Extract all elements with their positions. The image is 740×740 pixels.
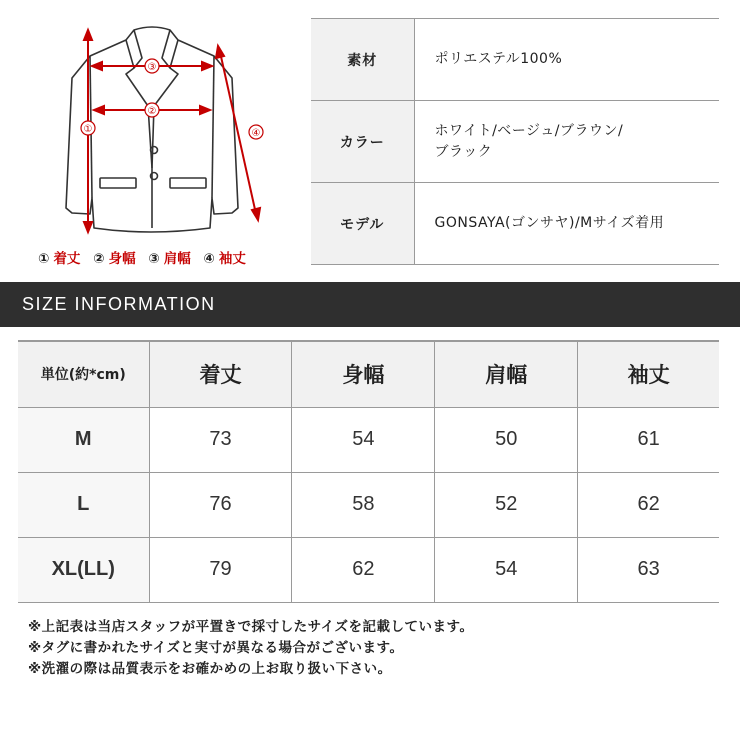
header-sleeve: 袖丈 (578, 341, 719, 407)
size-value: 62 (292, 537, 435, 602)
spec-value: ポリエステル100% (414, 19, 719, 101)
spec-row-color (311, 101, 719, 183)
spec-value: GONSAYA(ゴンサヤ)/Mサイズ着用 (414, 183, 719, 265)
size-value: 54 (435, 537, 578, 602)
marker-sleeve: ④ (251, 128, 261, 139)
spec-label: モデル (311, 183, 414, 265)
marker-length: ① (83, 124, 93, 135)
size-table (18, 340, 719, 603)
size-value: 54 (292, 407, 435, 472)
marker-chest: ② (147, 106, 157, 117)
header-shoulder: 肩幅 (435, 341, 578, 407)
header-unit: 単位(約*cm) (18, 341, 149, 407)
spec-value-line: ブラック (434, 143, 493, 160)
size-value: 76 (149, 472, 292, 537)
size-value: 63 (578, 537, 719, 602)
spec-row-model (311, 183, 719, 265)
jacket-diagram (30, 18, 290, 253)
size-table-header (18, 341, 719, 407)
size-value: 61 (578, 407, 719, 472)
size-name: M (18, 407, 149, 472)
table-row (18, 537, 719, 602)
size-value: 50 (435, 407, 578, 472)
size-value: 52 (435, 472, 578, 537)
table-row (18, 472, 719, 537)
note-line: ※洗濯の際は品質表示をお確かめの上お取り扱い下さい。 (28, 661, 392, 677)
note-line: ※上記表は当店スタッフが平置きで採寸したサイズを記載しています。 (28, 619, 474, 635)
spec-table (311, 18, 719, 265)
measurement-legend (38, 247, 254, 267)
spec-value-line: ホワイト/ベージュ/ブラウン/ (434, 122, 624, 139)
note-line: ※タグに書かれたサイズと実寸が異なる場合がございます。 (28, 640, 404, 656)
notes (28, 617, 473, 680)
size-name: XL(LL) (18, 537, 149, 602)
size-value: 79 (149, 537, 292, 602)
size-name: L (18, 472, 149, 537)
legend-item-sleeve: ④ 袖丈 (203, 251, 246, 267)
spec-label: カラー (311, 101, 414, 183)
size-value: 58 (292, 472, 435, 537)
size-value: 62 (578, 472, 719, 537)
header-chest: 身幅 (292, 341, 435, 407)
spec-value (414, 101, 719, 183)
spec-label: 素材 (311, 19, 414, 101)
size-value: 73 (149, 407, 292, 472)
legend-item-shoulder: ③ 肩幅 (148, 251, 191, 267)
table-row (18, 407, 719, 472)
section-banner: SIZE INFORMATION (0, 282, 740, 327)
legend-item-chest: ② 身幅 (93, 251, 136, 267)
header-length: 着丈 (149, 341, 292, 407)
legend-item-length: ① 着丈 (38, 251, 81, 267)
marker-shoulder: ③ (147, 62, 157, 73)
spec-row-material (311, 19, 719, 101)
